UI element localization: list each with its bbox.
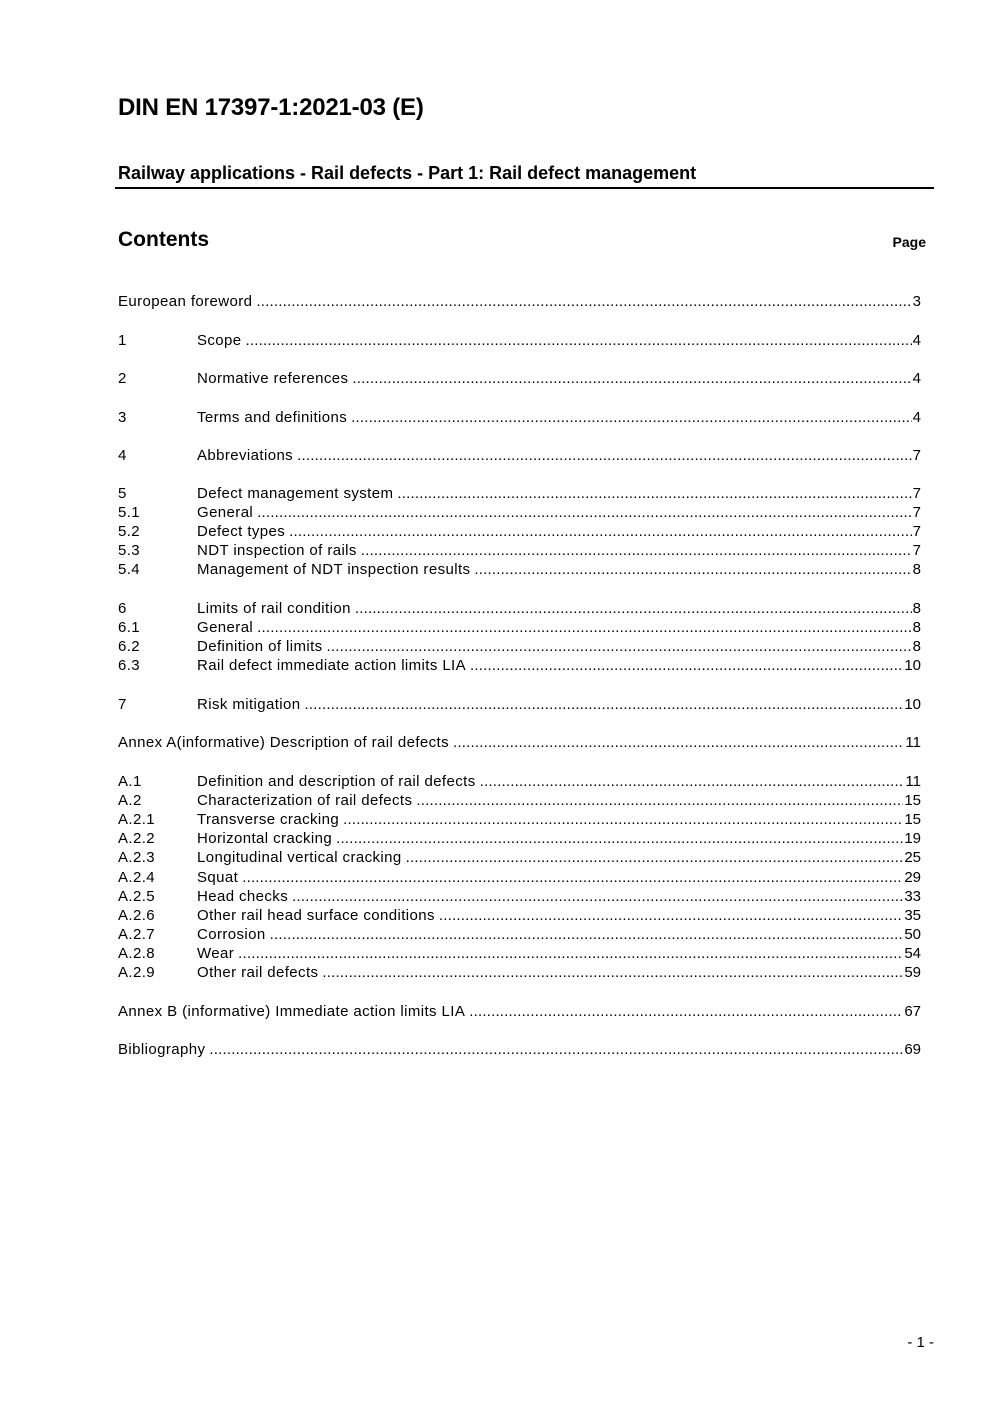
toc-entry-page: 8 — [912, 638, 921, 655]
toc-entry-page: 33 — [904, 888, 921, 905]
toc-entry-number: A.2.7 — [118, 926, 156, 943]
toc-entry-number: 1 — [118, 332, 127, 349]
toc-entry-page: 7 — [912, 485, 921, 502]
toc-dot-leader — [257, 618, 911, 637]
toc-entry-page: 15 — [904, 811, 921, 828]
toc-entry-number: 5.1 — [118, 504, 141, 521]
toc-entry-title: Definition of limits — [197, 638, 323, 655]
toc-dot-leader — [238, 944, 903, 963]
toc-entry-scope[interactable] — [118, 331, 921, 350]
toc-dot-leader — [246, 331, 912, 350]
toc-entry-title: Annex B (informative) Immediate action limits LIA — [118, 1003, 466, 1020]
page-column-label: Page — [892, 234, 926, 250]
toc-entry-page: 10 — [904, 657, 921, 674]
toc-entry-title: Other rail head surface conditions — [197, 907, 435, 924]
toc-entry-title: Squat — [197, 869, 239, 886]
toc-entry-a-2-9[interactable] — [118, 963, 921, 982]
toc-entry-title: Wear — [197, 945, 235, 962]
toc-entry-management-of-ndt-results[interactable] — [118, 560, 921, 579]
toc-entry-title: Risk mitigation — [197, 696, 301, 713]
toc-dot-leader — [406, 848, 904, 867]
toc-entry-number: 7 — [118, 696, 127, 713]
toc-dot-leader — [469, 1002, 903, 1021]
toc-dot-leader — [352, 369, 911, 388]
toc-entry-title: Scope — [197, 332, 242, 349]
toc-entry-page: 11 — [905, 734, 921, 751]
toc-entry-number: A.2.4 — [118, 869, 156, 886]
toc-entry-page: 4 — [912, 409, 921, 426]
toc-dot-leader — [289, 522, 911, 541]
toc-entry-number: 3 — [118, 409, 127, 426]
toc-entry-page: 59 — [904, 964, 921, 981]
toc-entry-page: 7 — [912, 504, 921, 521]
toc-entry-title: European foreword — [118, 293, 253, 310]
toc-entry-number: A.2.8 — [118, 945, 156, 962]
toc-entry-definition-of-limits[interactable] — [118, 637, 921, 656]
toc-entry-risk-mitigation[interactable] — [118, 695, 921, 714]
toc-dot-leader — [327, 637, 912, 656]
toc-dot-leader — [453, 733, 904, 752]
toc-entry-annex-a[interactable] — [118, 733, 921, 752]
toc-dot-leader — [355, 599, 912, 618]
toc-entry-page: 3 — [912, 293, 921, 310]
toc-entry-title: General — [197, 504, 254, 521]
toc-entry-title: Longitudinal vertical cracking — [197, 849, 402, 866]
toc-entry-page: 69 — [904, 1041, 921, 1058]
toc-dot-leader — [397, 484, 911, 503]
toc-entry-number: 5.3 — [118, 542, 141, 559]
toc-entry-title: Limits of rail condition — [197, 600, 351, 617]
toc-entry-number: 5.2 — [118, 523, 141, 540]
toc-dot-leader — [470, 656, 903, 675]
toc-entry-page: 35 — [904, 907, 921, 924]
toc-entry-number: A.1 — [118, 773, 142, 790]
toc-dot-leader — [474, 560, 911, 579]
toc-entry-page: 25 — [904, 849, 921, 866]
toc-dot-leader — [361, 541, 912, 560]
toc-entry-number: 5 — [118, 485, 127, 502]
toc-entry-a-2-4[interactable] — [118, 868, 921, 887]
toc-entry-number: A.2.9 — [118, 964, 156, 981]
toc-dot-leader — [343, 810, 903, 829]
toc-entry-title: NDT inspection of rails — [197, 542, 357, 559]
toc-entry-6-1-general[interactable] — [118, 618, 921, 637]
toc-dot-leader — [416, 791, 903, 810]
toc-dot-leader — [322, 963, 903, 982]
toc-entry-limits-of-rail-condition[interactable] — [118, 599, 921, 618]
toc-entry-number: A.2.3 — [118, 849, 156, 866]
toc-entry-number: 6.3 — [118, 657, 141, 674]
toc-entry-a-2-5[interactable] — [118, 887, 921, 906]
toc-entry-defect-types[interactable] — [118, 522, 921, 541]
toc-entry-title: Horizontal cracking — [197, 830, 333, 847]
toc-entry-abbreviations[interactable] — [118, 446, 921, 465]
toc-dot-leader — [480, 772, 905, 791]
toc-entry-ndt-inspection-of-rails[interactable] — [118, 541, 921, 560]
toc-entry-number: A.2.5 — [118, 888, 156, 905]
toc-entry-title: Normative references — [197, 370, 349, 387]
toc-entry-title: General — [197, 619, 254, 636]
toc-entry-page: 4 — [912, 332, 921, 349]
toc-entry-bibliography[interactable] — [118, 1040, 921, 1059]
toc-entry-european-foreword[interactable] — [118, 292, 921, 311]
toc-entry-page: 4 — [912, 370, 921, 387]
toc-entry-title: Characterization of rail defects — [197, 792, 413, 809]
toc-entry-page: 7 — [912, 542, 921, 559]
toc-entry-terms-and-definitions[interactable] — [118, 408, 921, 427]
toc-dot-leader — [297, 446, 912, 465]
toc-entry-page: 10 — [904, 696, 921, 713]
toc-dot-leader — [270, 925, 904, 944]
toc-entry-a-2-8[interactable] — [118, 944, 921, 963]
toc-entry-number: 6 — [118, 600, 127, 617]
toc-dot-leader — [351, 408, 912, 427]
toc-dot-leader — [439, 906, 903, 925]
title-underline — [115, 187, 934, 189]
toc-entry-number: 5.4 — [118, 561, 141, 578]
contents-heading: Contents — [118, 228, 209, 251]
toc-entry-title: Abbreviations — [197, 447, 294, 464]
toc-entry-normative-references[interactable] — [118, 369, 921, 388]
toc-entry-page: 8 — [912, 600, 921, 617]
toc-dot-leader — [292, 887, 903, 906]
toc-dot-leader — [305, 695, 904, 714]
toc-entry-a-2-6[interactable] — [118, 906, 921, 925]
toc-entry-title: Corrosion — [197, 926, 266, 943]
toc-entry-page: 7 — [912, 447, 921, 464]
footer-page-number: - 1 - — [907, 1334, 934, 1351]
toc-entry-annex-b[interactable] — [118, 1002, 921, 1021]
toc-entry-a-2-3[interactable] — [118, 848, 921, 867]
toc-entry-defect-management-system[interactable] — [118, 484, 921, 503]
toc-entry-page: 8 — [912, 619, 921, 636]
toc-entry-number: A.2 — [118, 792, 142, 809]
toc-entry-title: Transverse cracking — [197, 811, 340, 828]
toc-entry-number: 4 — [118, 447, 127, 464]
document-title: Railway applications - Rail defects - Part 1: Rail defect management — [118, 163, 697, 183]
toc-entry-number: A.2.1 — [118, 811, 156, 828]
toc-entry-a-1[interactable] — [118, 772, 921, 791]
toc-entry-title: Other rail defects — [197, 964, 319, 981]
toc-entry-a-2-2[interactable] — [118, 829, 921, 848]
toc-entry-number: 6.1 — [118, 619, 141, 636]
toc-entry-title: Defect types — [197, 523, 286, 540]
toc-entry-a-2-7[interactable] — [118, 925, 921, 944]
toc-entry-page: 50 — [904, 926, 921, 943]
toc-entry-title: Definition and description of rail defects — [197, 773, 476, 790]
toc-entry-page: 29 — [904, 869, 921, 886]
toc-entry-5-1-general[interactable] — [118, 503, 921, 522]
toc-dot-leader — [257, 503, 911, 522]
toc-entry-title: Head checks — [197, 888, 289, 905]
toc-entry-page: 8 — [912, 561, 921, 578]
toc-dot-leader — [209, 1040, 903, 1059]
toc-entry-number: A.2.6 — [118, 907, 156, 924]
toc-entry-number: 2 — [118, 370, 127, 387]
toc-dot-leader — [242, 868, 903, 887]
document-id: DIN EN 17397-1:2021-03 (E) — [118, 94, 424, 121]
toc-entry-title: Rail defect immediate action limits LIA — [197, 657, 467, 674]
toc-entry-title: Bibliography — [118, 1041, 206, 1058]
toc-entry-page: 7 — [912, 523, 921, 540]
toc-entry-title: Annex A(informative) Description of rail defects — [118, 734, 449, 751]
toc-entry-number: A.2.2 — [118, 830, 156, 847]
toc-entry-a-2-1[interactable] — [118, 810, 921, 829]
toc-entry-number: 6.2 — [118, 638, 141, 655]
toc-entry-title: Management of NDT inspection results — [197, 561, 471, 578]
toc-entry-page: 15 — [904, 792, 921, 809]
toc-dot-leader — [256, 292, 911, 311]
toc-entry-a-2[interactable] — [118, 791, 921, 810]
toc-entry-page: 19 — [904, 830, 921, 847]
toc-entry-page: 11 — [905, 773, 921, 790]
toc-entry-page: 54 — [904, 945, 921, 962]
toc-entry-title: Defect management system — [197, 485, 394, 502]
toc-dot-leader — [336, 829, 903, 848]
toc-entry-immediate-action-limits[interactable] — [118, 656, 921, 675]
toc-entry-page: 67 — [904, 1003, 921, 1020]
toc-entry-title: Terms and definitions — [197, 409, 348, 426]
